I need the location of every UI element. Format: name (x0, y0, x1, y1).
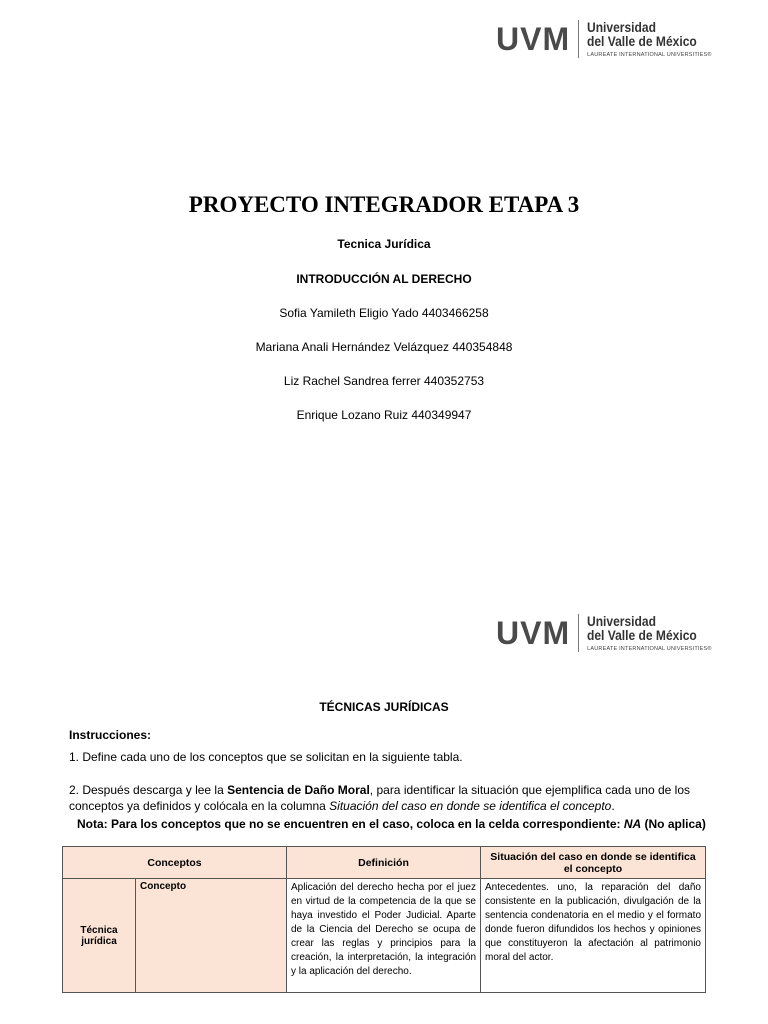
step2-text-end: , para identificar la situación que ejemplifica cada uno de los (369, 783, 690, 797)
instruction-step-2-line2 (69, 798, 615, 814)
section-heading: TÉCNICAS JURÍDICAS (319, 700, 449, 714)
row-concept-label: Concepto (136, 879, 287, 993)
logo-text (587, 614, 715, 652)
document-title: PROYECTO INTEGRADOR ETAPA 3 (188, 192, 580, 217)
note (77, 816, 706, 832)
logo-separator (578, 20, 579, 58)
author-3: Liz Rachel Sandrea ferrer 440352753 (283, 374, 485, 388)
row-group-label: Técnica jurídica (63, 879, 136, 993)
table-row (63, 879, 706, 993)
uvm-logo-page2 (496, 614, 715, 652)
logo-line3: LAUREATE INTERNATIONAL UNIVERSITIES® (587, 52, 712, 58)
concepts-table (62, 846, 706, 993)
step2-bold: Sentencia de Daño Moral (227, 783, 370, 797)
note-text: Nota: Para los conceptos que no se encuentren en el caso, coloca en la celda correspondiente: (77, 817, 624, 831)
logo-line3: LAUREATE INTERNATIONAL UNIVERSITIES® (587, 646, 712, 652)
header-definicion: Definición (287, 847, 481, 879)
row-situation[interactable]: Antecedentes. uno, la reparación del daño consistente en la publicación, divulgación de la sentencia condenatoria en el medio y el formato donde fueron difundidos los hechos y opiniones que constituyeron la afectación al patrimonio moral del actor. (481, 879, 706, 993)
subtitle-tecnica: Tecnica Jurídica (337, 237, 431, 251)
header-situacion: Situación del caso en donde se identifica el concepto (481, 847, 706, 879)
step2-text: 2. Después descarga y lee la (69, 783, 228, 797)
table-header-row (63, 847, 706, 879)
logo-line2: del Valle de México (587, 627, 697, 643)
logo-separator (578, 614, 579, 652)
instruction-step-2 (69, 782, 690, 798)
logo-line2: del Valle de México (587, 33, 697, 49)
step2-line2-end: . (611, 799, 615, 813)
row-definition[interactable]: Aplicación del derecho hecha por el juez en virtud de la competencia de la que se haya investido el Poder Judicial. Aparte de la Ciencia del Derecho se ocupa de crear las reglas y principios para la creación, la interpretación, la integración y la aplicación del derecho. (287, 879, 481, 993)
uvm-logo (496, 20, 715, 58)
logo-line1: Universidad (587, 19, 657, 35)
note-text-end: (No aplica) (641, 817, 706, 831)
logo-uvm-mark: UVM (496, 615, 571, 651)
subtitle-course: INTRODUCCIÓN AL DERECHO (296, 272, 472, 286)
header-conceptos: Conceptos (63, 847, 287, 879)
step2-line2-text: conceptos ya definidos y colócala en la columna (69, 799, 330, 813)
logo-text (587, 20, 715, 58)
author-4: Enrique Lozano Ruiz 440349947 (296, 408, 472, 422)
step2-line2-italic: Situación del caso en donde se identifica el concepto (329, 799, 612, 813)
instruction-step-1: 1. Define cada uno de los conceptos que se solicitan en la siguiente tabla. (69, 750, 463, 764)
logo-line1: Universidad (587, 613, 657, 629)
author-2: Mariana Anali Hernández Velázquez 440354848 (255, 340, 513, 354)
instructions-label: Instrucciones: (69, 728, 152, 742)
note-italic: NA (623, 817, 642, 831)
logo-uvm-mark: UVM (496, 21, 571, 57)
author-1: Sofia Yamileth Eligio Yado 4403466258 (279, 306, 489, 320)
